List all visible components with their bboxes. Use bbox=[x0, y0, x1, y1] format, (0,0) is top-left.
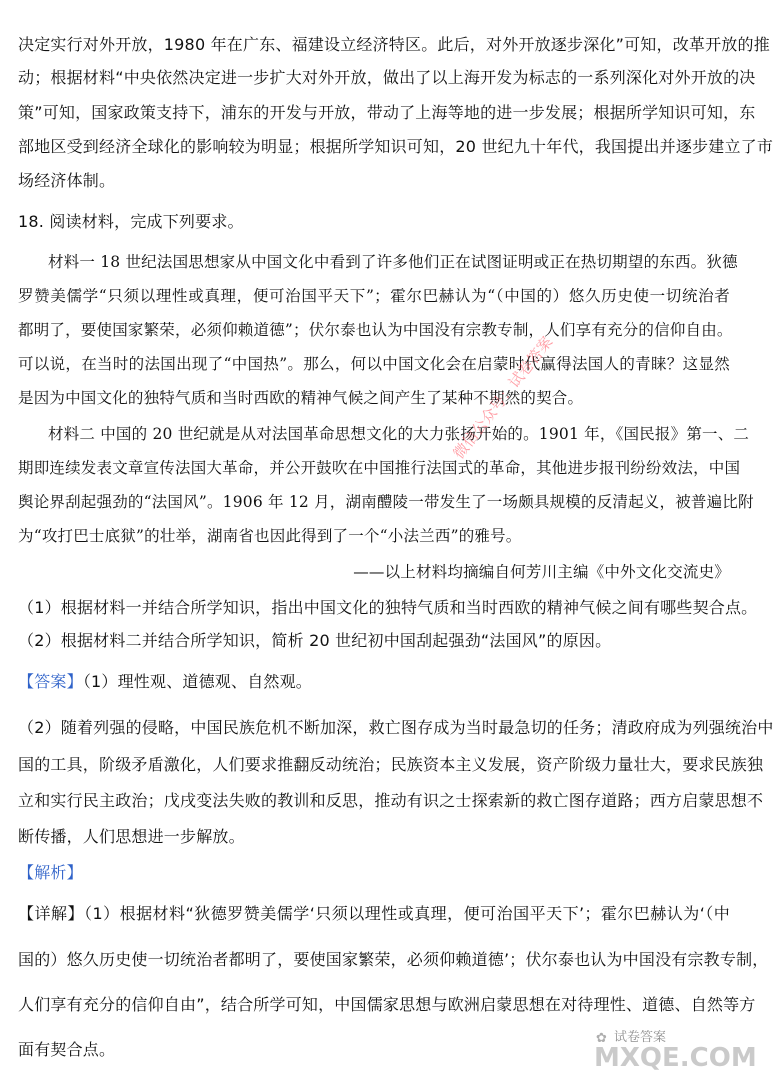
site-logo bbox=[590, 1024, 757, 1073]
analysis-label: 【解析】 bbox=[18, 863, 83, 882]
text-line: 策”可知，国家政策支持下，浦东的开发与开放，带动了上海等地的进一步发展；根据所学知识可知，东 bbox=[18, 103, 756, 122]
answer-line: （2）随着列强的侵略，中国民族危机不断加深，救亡图存成为当时最急切的任务；清政府成为列强统治中 bbox=[18, 718, 774, 737]
detail-line: 人们享有充分的信仰自由”，结合所学可知，中国儒家思想与欧洲启蒙思想在对待理性、道德、自然等方 bbox=[18, 995, 756, 1014]
material-one-line: 材料一 18 世纪法国思想家从中国文化中看到了许多他们正在试图证明或正在热切期望的东西。狄德 bbox=[48, 253, 738, 271]
answer-label: 【答案】 bbox=[18, 672, 83, 691]
material-one-line: 是因为中国文化的独特气质和当时西欧的精神气候之间产生了某种不期然的契合。 bbox=[18, 389, 584, 407]
answer-line: 断传播，人们思想进一步解放。 bbox=[18, 827, 245, 846]
text-line: 场经济体制。 bbox=[18, 171, 116, 190]
logo-top-text: 试卷答案 bbox=[614, 1030, 667, 1045]
text-line: 决定实行对外开放，1980 年在广东、福建设立经济特区。此后，对外开放逐步深化”可知，改革开放的推 bbox=[18, 35, 770, 54]
answer-line: 国的工具，阶级矛盾激化，人们要求推翻反动统治；民族资本主义发展，资产阶级力量壮大，要求民族独 bbox=[18, 755, 764, 774]
material-one-line: 可以说，在当时的法国出现了“中国热”。那么，何以中国文化会在启蒙时代赢得法国人的青睐？这显然 bbox=[18, 355, 730, 373]
watermark-text: 微信公众号：试卷答案 bbox=[449, 333, 557, 463]
svg-text:✿: ✿ bbox=[596, 1031, 607, 1046]
material-one-line: 都明了，要使国家繁荣，必须仰赖道德”；伏尔泰也认为中国没有宗教专制，人们享有充分的信仰自由。 bbox=[18, 321, 733, 339]
material-two-line: 舆论界刮起强劲的“法国风”。1906 年 12 月，湖南醴陵一带发生了一场颇具规模的反清起义，被普遍比附 bbox=[18, 493, 754, 511]
text-line: 部地区受到经济全球化的影响较为明显；根据所学知识可知，20 世纪九十年代，我国提出并逐步建立了市 bbox=[18, 137, 774, 156]
text-line: 动；根据材料“中央依然决定进一步扩大对外开放，做出了以上海开发为标志的一系列深化对外开放的决 bbox=[18, 68, 756, 87]
material-two-line: 期即连续发表文章宣传法国大革命，并公开鼓吹在中国推行法国式的革命，其他进步报刊纷纷效法，中国 bbox=[18, 459, 741, 477]
question-18-title: 18. 阅读材料，完成下列要求。 bbox=[18, 212, 244, 231]
sub-question-2: （2）根据材料二并结合所学知识，简析 20 世纪初中国刮起强劲“法国风”的原因。 bbox=[18, 631, 612, 650]
detail-line: 国的）悠久历史使一切统治者都明了，要使国家繁荣，必须仰赖道德’；伏尔泰也认为中国没有宗教专制， bbox=[18, 950, 769, 969]
material-one-line: 罗赞美儒学“只须以理性或真理，便可治国平天下”；霍尔巴赫认为“（中国的）悠久历史使一切统治者 bbox=[18, 287, 730, 305]
answer-line-1 bbox=[18, 671, 730, 693]
logo-main-text: MXQE.COM bbox=[594, 1043, 757, 1073]
material-two-line: 为“攻打巴士底狱”的壮举，湖南省也因此得到了一个“小法兰西”的雅号。 bbox=[18, 527, 522, 545]
sub-question-1: （1）根据材料一并结合所学知识，指出中国文化的独特气质和当时西欧的精神气候之间有哪些契合点。 bbox=[18, 598, 758, 617]
detail-label: 【详解】 bbox=[18, 904, 84, 923]
answer-line: 立和实行民主政治；戊戌变法失败的教训和反思，推动有识之士探索新的救亡图存道路；西方启蒙思想不 bbox=[18, 791, 764, 810]
material-two-line: 材料二 中国的 20 世纪就是从对法国革命思想文化的大力张扬开始的。1901 年，《国民报》第一、二 bbox=[48, 425, 750, 443]
detail-line-1 bbox=[18, 903, 730, 925]
answer-text: （1）理性观、道德观、自然观。 bbox=[82, 672, 312, 691]
source-citation: ——以上材料均摘编自何芳川主编《中外文化交流史》 bbox=[353, 563, 730, 581]
logo-icon bbox=[590, 1024, 757, 1073]
detail-text: （1）根据材料“狄德罗赞美儒学‘只须以理性或真理，便可治国平天下’；霍尔巴赫认为‘（中 bbox=[83, 904, 730, 923]
detail-line: 面有契合点。 bbox=[18, 1040, 116, 1059]
